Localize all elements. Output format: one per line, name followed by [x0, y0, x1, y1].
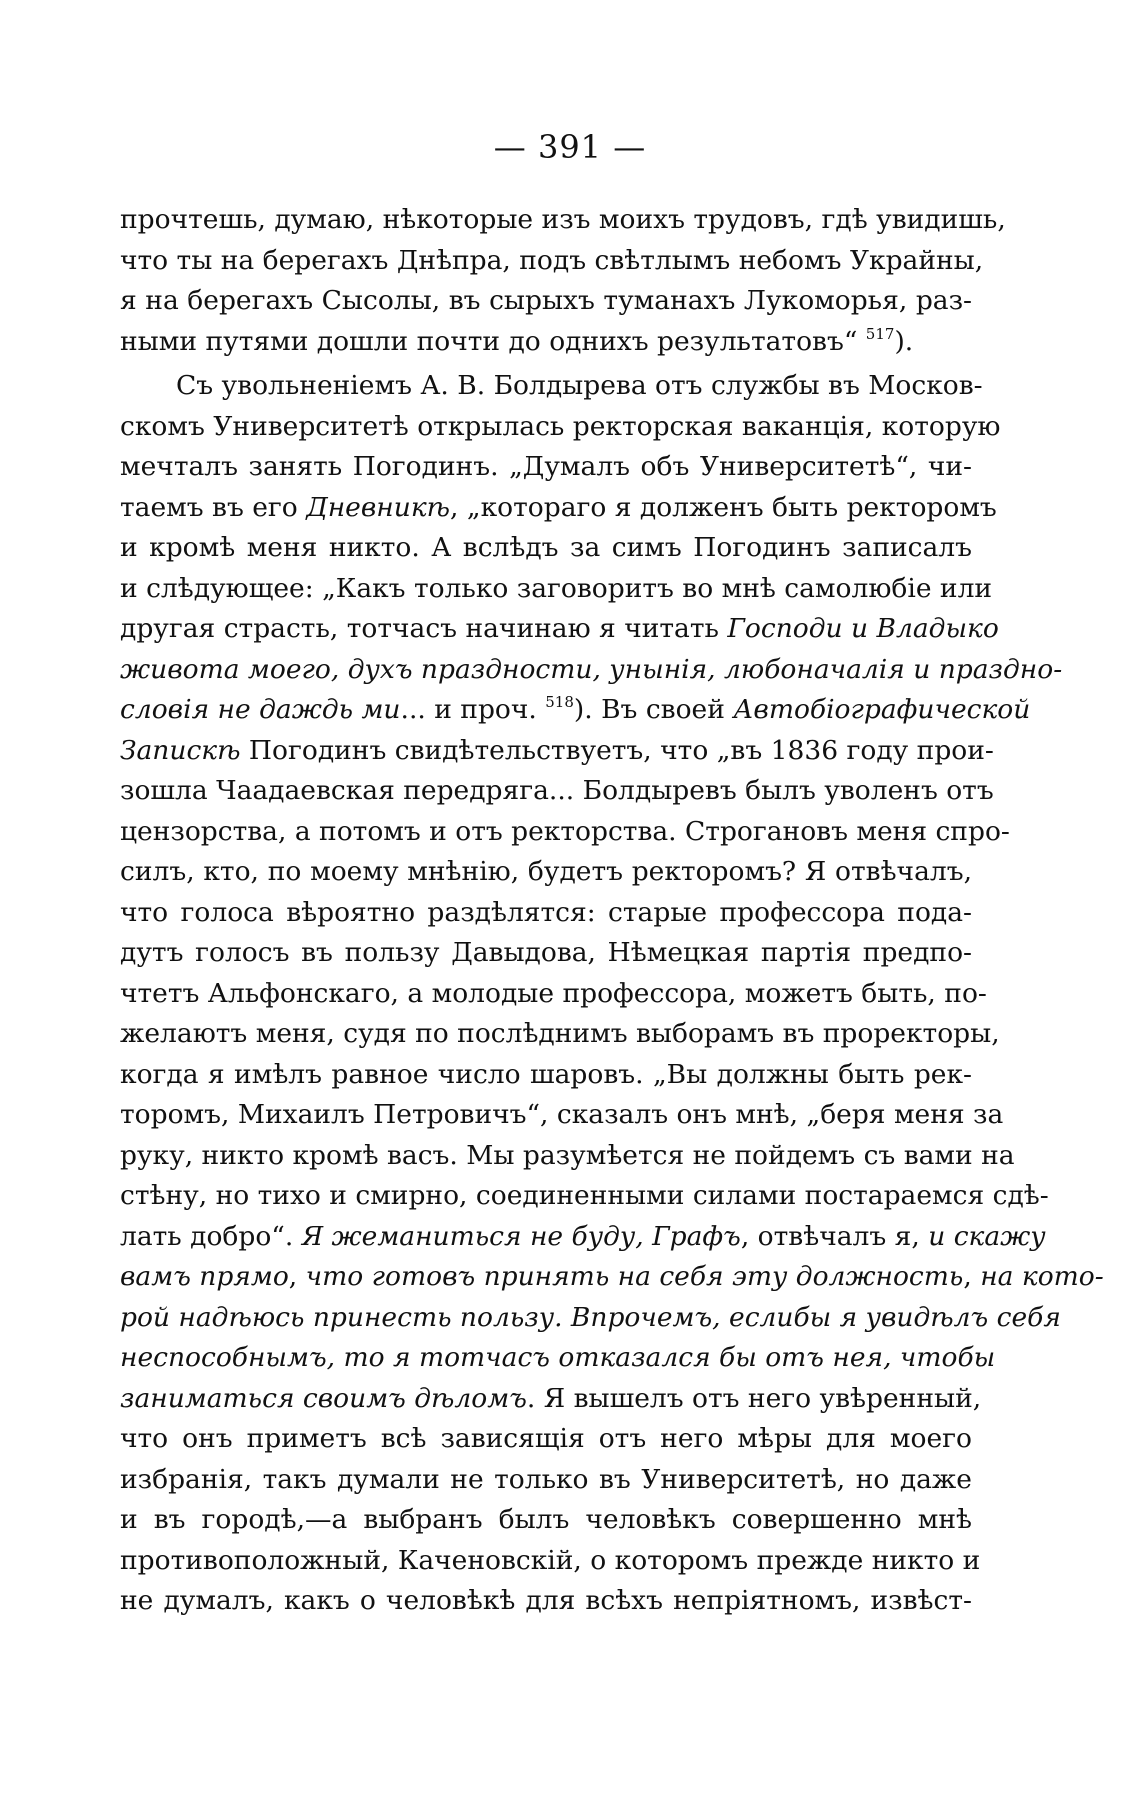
line-text: ). — [894, 325, 914, 357]
text-line: прочтешь, думаю, нѣкоторые изъ моихъ трудовъ, гдѣ увидишь, — [120, 204, 1006, 235]
line-text: лать добро“. — [120, 1220, 302, 1252]
text-line: и слѣдующее: „Какъ только заговоритъ во мнѣ самолюбіе или — [120, 572, 993, 604]
line-text: , „котораго я долженъ быть ректоромъ — [450, 491, 997, 523]
text-line: противоположный, Каченовскій, о которомъ прежде никто и — [120, 1544, 981, 1576]
text-line: что голоса вѣроятно раздѣлятся: старые профессора пода- — [120, 896, 972, 928]
text-line-italic: рой надѣюсь принесть пользу. Впрочемъ, еслибы я увидѣлъ себя — [120, 1301, 1061, 1333]
line-text: , — [963, 1261, 981, 1292]
text-line: и кромѣ меня никто. А вслѣдъ за симъ Погодинъ записалъ — [120, 532, 972, 563]
text-line — [120, 731, 994, 772]
italic-quote: заниматься своимъ дѣломъ — [120, 1382, 527, 1414]
footnote-ref-517: 517 — [865, 324, 895, 343]
italic-quote: Я жеманиться не буду, Графъ — [301, 1220, 741, 1252]
italic-quote: Господи и Владыко — [727, 613, 999, 644]
text-line — [120, 1379, 982, 1420]
text-line: я на берегахъ Сысолы, въ сырыхъ туманахъ Лукоморья, раз- — [120, 285, 972, 316]
text-line-italic: неспособнымъ, то я тотчасъ отказался бы отъ нея, чтобы — [120, 1342, 996, 1373]
text-line: скомъ Университетѣ открылась ректорская ваканція, которую — [120, 410, 1001, 442]
italic-title: Дневникѣ — [306, 491, 451, 523]
line-text: Погодинъ свидѣтельствуетъ, что „въ 1836 году прои- — [240, 734, 994, 766]
italic-quote: вамъ прямо — [120, 1261, 289, 1292]
line-text: , — [288, 1261, 306, 1292]
text-line — [120, 1217, 1046, 1258]
text-line: не думалъ, какъ о человѣкѣ для всѣхъ непріятномъ, извѣст- — [120, 1585, 972, 1616]
italic-quote: на кото- — [980, 1261, 1104, 1292]
text-line: стѣну, но тихо и смирно, соединенными силами постараемся сдѣ- — [120, 1180, 1049, 1211]
text-line: желаютъ меня, судя по послѣднимъ выборамъ въ проректоры, — [120, 1018, 1000, 1049]
italic-quote: что готовъ принять на себя эту должность — [305, 1261, 964, 1292]
text-line: мечталъ занять Погодинъ. „Думалъ объ Университетѣ“, чи- — [120, 451, 972, 482]
line-text: , отвѣчалъ я, — [740, 1220, 929, 1252]
text-line: силъ, кто, по моему мнѣнію, будетъ ректоромъ? Я отвѣчалъ, — [120, 856, 972, 887]
italic-title: Автобіографической — [733, 694, 1031, 725]
text-line: торомъ, Михаилъ Петровичъ“, сказалъ онъ мнѣ, „беря меня за — [120, 1099, 1004, 1130]
line-text: ). Въ своей — [573, 694, 734, 725]
text-line-italic: живота моего, духъ праздности, унынія, любоначалія и праздно- — [120, 653, 1063, 685]
text-line: и въ городѣ,—а выбранъ былъ человѣкъ совершенно мнѣ — [120, 1504, 972, 1535]
text-line — [120, 322, 972, 363]
text-line: когда я имѣлъ равное число шаровъ. „Вы должны быть рек- — [120, 1058, 972, 1090]
line-text: таемъ въ его — [120, 491, 307, 523]
line-text: ... и проч. — [400, 694, 546, 725]
body-text — [120, 200, 1104, 1622]
text-line: Съ увольненіемъ А. В. Болдырева отъ службы въ Москов- — [176, 370, 983, 401]
italic-quote: словія не даждь ми — [120, 694, 401, 725]
footnote-ref-518: 518 — [545, 693, 574, 711]
text-line: дутъ голосъ въ пользу Давыдова, Нѣмецкая партія предпо- — [120, 937, 972, 968]
text-line: цензорства, а потомъ и отъ ректорства. Строгановъ меня спро- — [120, 815, 1010, 847]
text-line: чтетъ Альфонскаго, а молодые профессора, можетъ быть, по- — [120, 977, 987, 1009]
text-line: что онъ приметъ всѣ зависящія отъ него мѣры для моего — [120, 1423, 972, 1454]
text-line — [120, 609, 999, 650]
text-line: руку, никто кромѣ васъ. Мы разумѣется не пойдемъ съ вами на — [120, 1139, 1015, 1171]
italic-title: Запискѣ — [120, 734, 241, 766]
line-text: другая страсть, тотчасъ начинаю я читать — [120, 613, 728, 644]
text-line: зошла Чаадаевская передряга... Болдыревъ былъ уволенъ отъ — [120, 775, 994, 806]
text-line: избранія, такъ думали не только въ Университетѣ, но даже — [120, 1463, 972, 1495]
text-line — [120, 1257, 1104, 1298]
line-text: ными путями дошли почти до однихъ результатовъ“ — [120, 325, 866, 357]
line-text: . Я вышелъ отъ него увѣренный, — [526, 1382, 982, 1414]
page-number: — 391 — — [493, 128, 647, 166]
text-line — [120, 488, 997, 529]
italic-quote: и скажу — [928, 1220, 1046, 1252]
text-line: что ты на берегахъ Днѣпра, подъ свѣтлымъ небомъ Украйны, — [120, 244, 984, 276]
text-line — [120, 690, 1031, 731]
